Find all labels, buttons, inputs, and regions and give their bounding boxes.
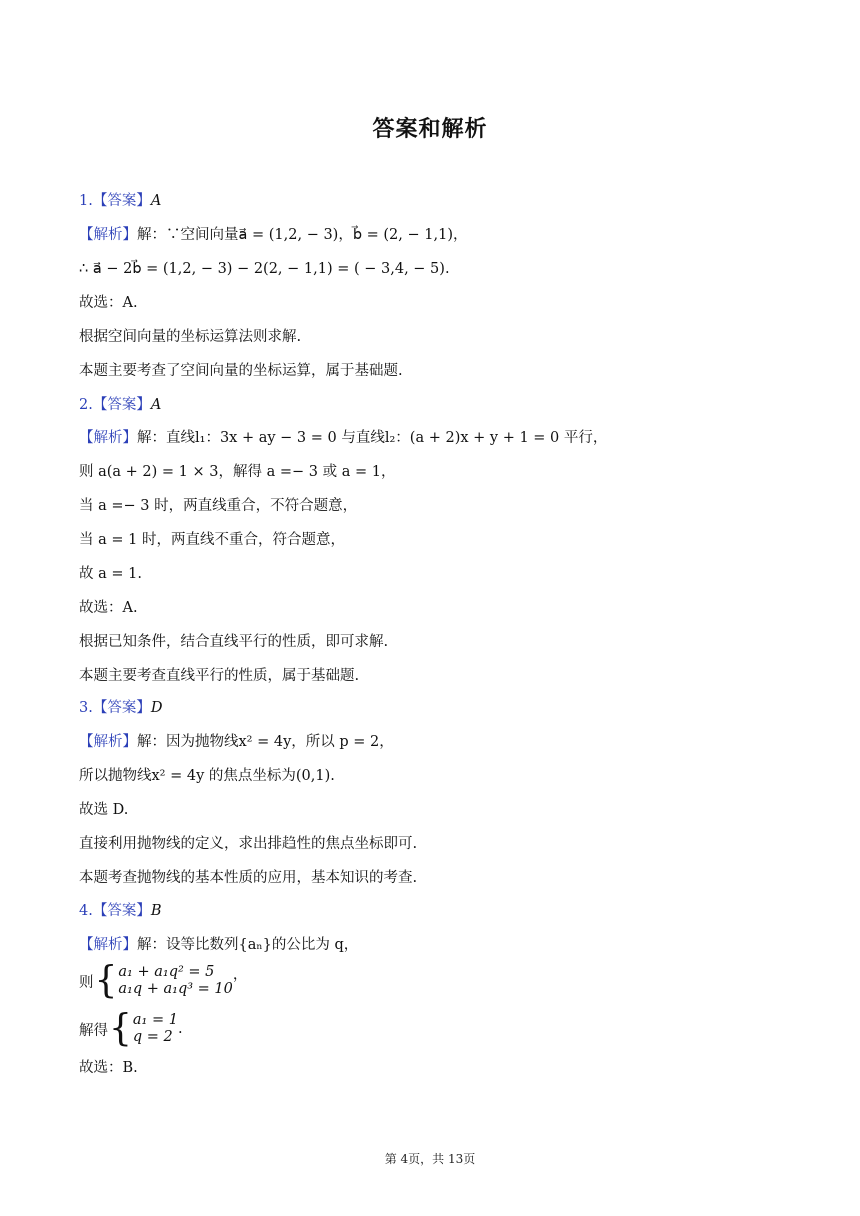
analysis-tag: 【解析】 bbox=[79, 227, 137, 243]
analysis-line bbox=[79, 935, 358, 955]
left-brace-icon: { bbox=[109, 1006, 132, 1050]
analysis-tag: 【解析】 bbox=[79, 734, 137, 750]
solution-line: 本题主要考查了空间向量的坐标运算，属于基础题. bbox=[79, 363, 403, 379]
system-rows bbox=[133, 1012, 178, 1046]
solution-line: 故选：B. bbox=[79, 1060, 138, 1076]
answer-number: 3. bbox=[79, 700, 93, 716]
equation-system-2 bbox=[79, 1006, 183, 1050]
solution-line: 根据空间向量的坐标运算法则求解. bbox=[79, 329, 302, 345]
answer-number: 4. bbox=[79, 903, 93, 919]
answer-number: 1. bbox=[79, 193, 93, 209]
solution-line: 所以抛物线x² = 4y 的焦点坐标为(0,1). bbox=[79, 768, 335, 784]
analysis-text: 解：因为抛物线x² = 4y，所以 p = 2， bbox=[137, 734, 394, 750]
analysis-tag: 【解析】 bbox=[79, 430, 137, 446]
answer-tag: 【答案】 bbox=[92, 397, 151, 413]
answer-value: B bbox=[150, 903, 162, 919]
answer-line-2 bbox=[79, 395, 161, 415]
solution-line: 则 a(a + 2) = 1 × 3，解得 a =− 3 或 a = 1， bbox=[79, 464, 396, 480]
solution-line: 根据已知条件，结合直线平行的性质，即可求解. bbox=[79, 634, 389, 650]
page-footer: 第 4页，共 13页 bbox=[384, 1152, 476, 1166]
system-prefix: 则 bbox=[79, 974, 94, 991]
equation-system-1 bbox=[79, 958, 248, 1002]
system-rows bbox=[118, 964, 232, 998]
solution-line: 故选 D. bbox=[79, 802, 129, 818]
answer-line-1 bbox=[79, 191, 161, 211]
solution-line: 直接利用抛物线的定义，求出排趋性的焦点坐标即可. bbox=[79, 836, 418, 852]
solution-line: 故选：A. bbox=[79, 600, 138, 616]
system-suffix: ， bbox=[232, 967, 248, 983]
solution-line: 故 a = 1. bbox=[79, 566, 142, 582]
analysis-text: 解：直线l₁：3x + ay − 3 = 0 与直线l₂：(a + 2)x + y + 1 = 0 平行， bbox=[137, 430, 608, 446]
answer-line-3 bbox=[79, 698, 162, 718]
analysis-line bbox=[79, 732, 394, 752]
analysis-text: 解：设等比数列{aₙ}的公比为 q， bbox=[137, 937, 359, 953]
answer-value: A bbox=[150, 397, 162, 413]
page-title: 答案和解析 bbox=[372, 117, 488, 142]
answer-number: 2. bbox=[79, 397, 93, 413]
solution-line: ∴ a⃗ − 2b⃗ = (1,2, − 3) − 2(2, − 1,1) = ( − 3,4, − 5). bbox=[79, 261, 450, 277]
system-prefix: 解得 bbox=[79, 1022, 108, 1039]
system-row: a₁q + a₁q³ = 10 bbox=[118, 981, 233, 997]
solution-line: 本题考查抛物线的基本性质的应用，基本知识的考查. bbox=[79, 870, 418, 886]
analysis-tag: 【解析】 bbox=[79, 937, 137, 953]
solution-line: 本题主要考查直线平行的性质，属于基础题. bbox=[79, 668, 360, 684]
analysis-line bbox=[79, 428, 607, 448]
answer-value: A bbox=[150, 193, 162, 209]
analysis-line bbox=[79, 225, 467, 245]
solution-line: 当 a = 1 时，两直线不重合，符合题意， bbox=[79, 532, 345, 548]
system-suffix: . bbox=[177, 1021, 183, 1037]
system-row: a₁ + a₁q² = 5 bbox=[118, 964, 215, 980]
solution-line: 当 a =− 3 时，两直线重合，不符合题意， bbox=[79, 498, 358, 514]
system-row: q = 2 bbox=[132, 1029, 173, 1045]
answer-line-4 bbox=[79, 901, 162, 921]
left-brace-icon: { bbox=[94, 958, 118, 1002]
answer-value: D bbox=[150, 700, 163, 716]
analysis-text: 解：∵空间向量a⃗ = (1,2, − 3)，b⃗ = (2, − 1,1)， bbox=[137, 227, 468, 243]
solution-line: 故选：A. bbox=[79, 295, 138, 311]
answer-tag: 【答案】 bbox=[92, 193, 151, 209]
answer-tag: 【答案】 bbox=[92, 903, 151, 919]
answer-tag: 【答案】 bbox=[92, 700, 151, 716]
system-row: a₁ = 1 bbox=[132, 1012, 178, 1028]
